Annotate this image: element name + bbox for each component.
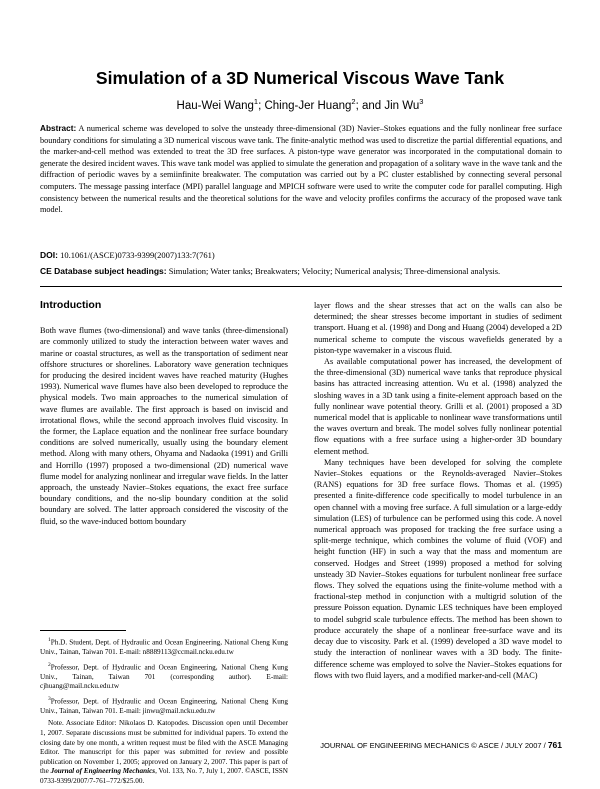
subject-value: Simulation; Water tanks; Breakwaters; Velocity; Numerical analysis; Three-dimensional analysis. [168, 266, 501, 276]
footnote-mark: 2 [48, 661, 51, 668]
section-heading: Introduction [40, 299, 102, 311]
footnote-text: Ph.D. Student, Dept. of Hydraulic and Ocean Engineering, National Cheng Kung Univ., Tainan, Taiwan 701. E-mail: n8889113@ccmail.ncku.edu.tw [40, 638, 288, 656]
footnote [40, 636, 288, 658]
abstract-label: Abstract: [40, 124, 77, 133]
footnote [40, 695, 288, 717]
subject-label: CE Database subject headings: [40, 266, 167, 276]
author-3-mark: 3 [419, 97, 424, 106]
footnotes [40, 636, 288, 789]
doi-line [40, 250, 215, 260]
footnote-divider [40, 630, 126, 631]
author-2-mark: 2 [351, 97, 356, 106]
note-journal: Journal of Engineering Mechanics [50, 767, 156, 776]
author-3: ; and Jin Wu [355, 99, 420, 112]
footnote-text: Professor, Dept. of Hydraulic and Ocean Engineering, National Cheng Kung Univ., Tainan, Taiwan 701 (corresponding author). E-mail: cjhuang@mail.ncku.edu.tw [40, 662, 288, 691]
editorial-note [40, 719, 288, 786]
note-tail: , Vol. 133, No. 7, July 1, 2007. ©ASCE, ISSN 0733-9399/2007/7-761–772/$25.00. [40, 767, 288, 785]
body-paragraph: layer flows and the shear stresses that act on the walls can also be determined; the shear stresses become important in studies of sediment transport. Huang et al. (1998) and Dong and Huang (2004) developed a 2D numerical scheme to compute the viscous wavefields generated by a piston-type wavemaker in a viscous fluid. [314, 301, 562, 355]
note-text: Note. Associate Editor: Nikolaos D. Katopodes. Discussion open until December 1, 2007. Separate discussions must be submitted for individual papers. To extend the closing date by one month, a written request must be filed with the ASCE Managing Editor. The manuscript for this paper was submitted for review and possible publication on November 1, 2005; approved on January 2, 2007. This paper is part of the [40, 719, 288, 776]
right-column [314, 300, 562, 681]
paper-title: Simulation of a 3D Numerical Viscous Wave Tank [95, 68, 505, 88]
abstract-text: A numerical scheme was developed to solve the unsteady three-dimensional (3D) Navier–Stokes equations and the fully nonlinear free surface boundary conditions for simulating a 3D numerical viscous wave tank. The finite-analytic method was used to discretize the partial differential equations, and the marker-and-cell method was extended to treat the 3D free surfaces. A piston-type wave generator was incorporated in the computational domain to generate the desired incident waves. This wave tank model was applied to simulate the generation and propagation of a solitary wave in the wave tank and the diffraction of periodic waves by a semiinfinite breakwater. The computation was carried out by a PC cluster established by connecting several personal computers. The message passing interface (MPI) parallel language and MPICH software were used to write the computer code for parallel computing. High consistency between the numerical results and the theoretical solutions for the wave and velocity profiles confirms the accuracy of the proposed wave tank model. [40, 124, 563, 215]
abstract [40, 123, 562, 216]
intro-paragraph: Both wave flumes (two-dimensional) and wave tanks (three-dimensional) are commonly utilized to study the interaction between water waves and marine or coastal structures, as well as the transportation of sediment near offshore structures or shorelines. Laboratory wave generation techniques for producing the desired incident waves have reached maturity (Hughes 1993). Numerical wave flumes have also been developed to reproduce the physical models. Two main approaches to the numerical simulation of wave flumes are available. The first approach is based on inviscid and irrotational flows, while the second approach involves fluid viscosity. In the former, the Laplace equation and the nonlinear free surface boundary conditions are solved numerically, usually using the boundary element method. Along with many others, Ohyama and Nadaoka (1991) and Grilli and Horrillo (1997) proposed a two-dimensional (2D) numerical wave flume model for analyzing nonlinear and irregular wave fields. In the latter approach, the unsteady Navier–Stokes equations, the exact free surface boundary conditions, and the no-slip boundary condition at the solid boundary are solved. The latter approach considered the viscosity of the fluid, so the wave-induced bottom boundary [40, 326, 288, 526]
footnote-text: Professor, Dept. of Hydraulic and Ocean Engineering, National Cheng Kung Univ., Tainan, Taiwan 701. E-mail: jinwu@mail.ncku.edu.tw [40, 697, 288, 715]
doi-value: 10.1061/(ASCE)0733-9399(2007)133:7(761) [60, 250, 215, 260]
subject-headings [40, 266, 570, 276]
footnote-mark: 3 [48, 695, 51, 702]
footnote-mark: 1 [48, 637, 51, 643]
left-column [40, 300, 288, 527]
page-number: 761 [547, 740, 562, 750]
doi-label: DOI: [40, 250, 58, 260]
author-1: Hau-Wei Wang [176, 99, 254, 112]
body-paragraph: As available computational power has increased, the development of the three-dimensional (3D) numerical wave tanks that reproduce physical basins has attracted increasing attention. Wu et al. (1998) analyzed the sloshing waves in a 3D tank using a finite-element approach based on the fully nonlinear wave potential theory. Grilli et al. (2001) proposed a 3D numerical model that is applicable to nonlinear wave transformations until the waves overturn and break. The model solves fully nonlinear potential flow equations with a free surface using a higher-order 3D boundary element method. [314, 357, 562, 456]
header-divider [40, 286, 562, 287]
author-2: ; Ching-Jer Huang [258, 99, 352, 112]
footer-text: JOURNAL OF ENGINEERING MECHANICS © ASCE / JULY 2007 / [320, 741, 548, 750]
author-1-mark: 1 [253, 97, 259, 106]
body-paragraph: Many techniques have been developed for solving the complete Navier–Stokes equations or the Reynolds-averaged Navier–Stokes (RANS) equations for 3D free surface flows. Thomas et al. (1995) presented a finite-difference code specifically to model turbulence in an open channel with a moving free surface. A full simulation or a large-eddy simulation (LES) of turbulence can be performed using this code. A novel numerical approach was proposed for tracking the free surface using a split-merge technique, which combines the volume of fluid (VOF) and height function (HF) in such a way that the mass and momentum are conserved. Hodges and Street (1999) proposed a method for solving unsteady 3D Navier–Stokes equations for turbulent nonlinear free surface flows. They solved the equations using the finite-volume method with a fractional-step method in conjunction with a multigrid solution of the pressure Poisson equation. Dynamic LES techniques have been employed to model subgrid scale turbulence effects. The method has been shown to produce accurately the shape of a nonlinear free-surface wave and its decay due to viscosity. Park et al. (1999) developed a 3D wave model to study the interaction of nonlinear waves with a 3D body. The finite-difference scheme was employed to solve the Navier–Stokes equations for flows with two fluid layers, and a modified marker-and-cell (MAC) [314, 457, 562, 680]
page-footer [314, 740, 562, 750]
author-list [0, 97, 600, 112]
footnote [40, 661, 288, 692]
